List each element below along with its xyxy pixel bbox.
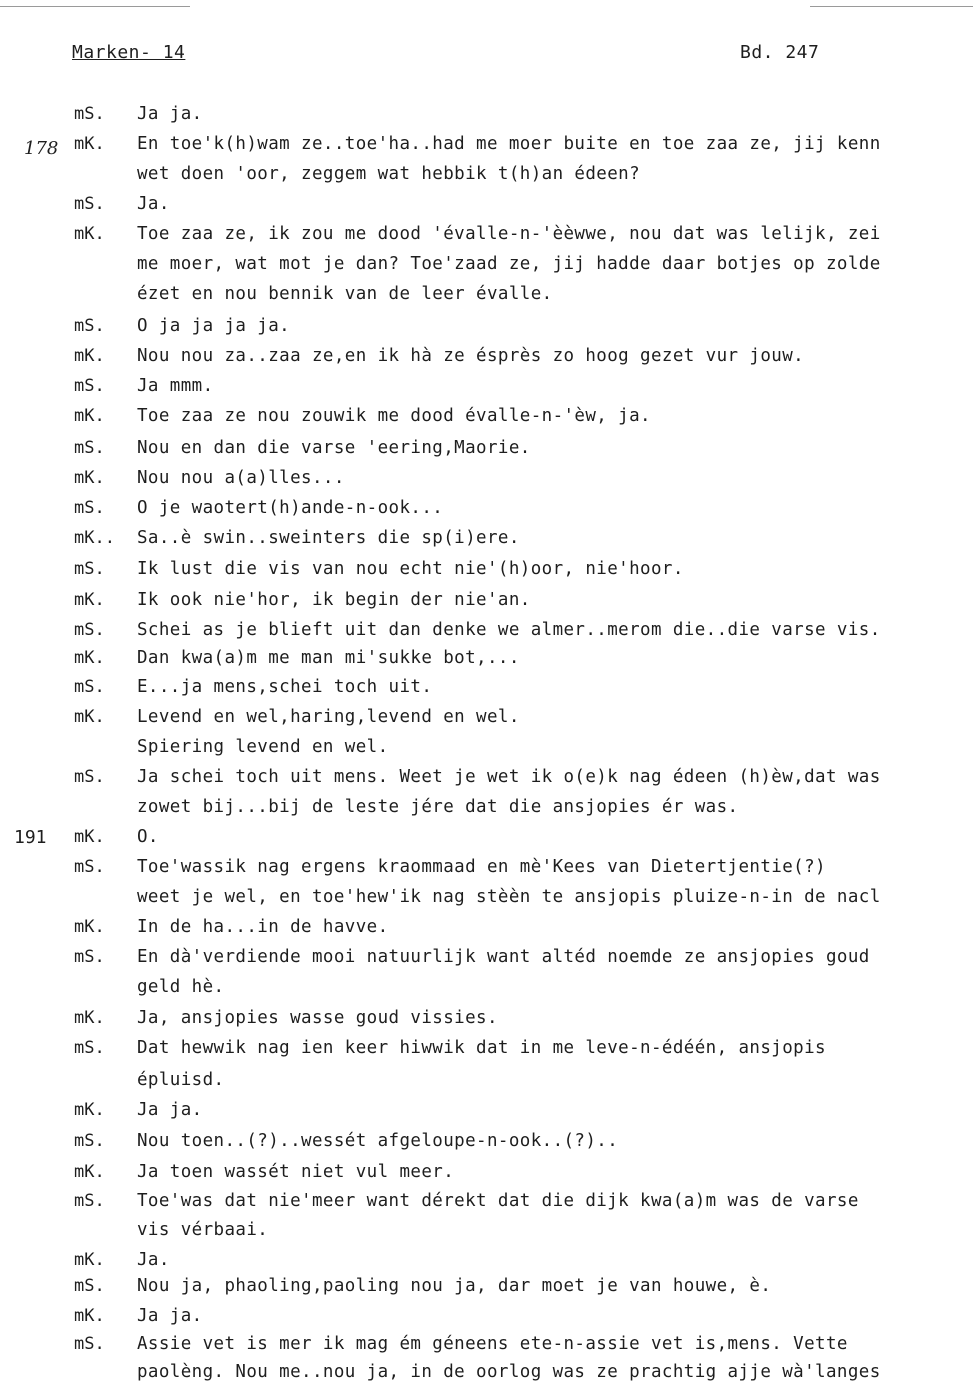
utterance-line: O je waotert(h)ande-n-ook...: [137, 498, 444, 518]
speaker-label: mK.: [74, 406, 105, 426]
utterance-line: Ik lust die vis van nou echt nie'(h)oor, nie'hoor.: [137, 559, 684, 579]
speaker-label: mS.: [74, 1276, 105, 1296]
utterance-line: Toe'wassik nag ergens kraommaad en mè'Kees van Dietertjentie(?): [137, 857, 826, 877]
utterance-line: Nou nou a(a)lles...: [137, 468, 345, 488]
speaker-label: mK.: [74, 648, 105, 668]
margin-line-number: 178: [24, 138, 59, 159]
speaker-label: mS.: [74, 947, 105, 967]
speaker-label: mS.: [74, 559, 105, 579]
utterance-line: Ja.: [137, 194, 170, 214]
top-rule-right: [810, 6, 973, 7]
speaker-label: mS.: [74, 1131, 105, 1151]
utterance-line: Ik ook nie'hor, ik begin der nie'an.: [137, 590, 531, 610]
speaker-label: mS.: [74, 1334, 105, 1354]
utterance-line: Dan kwa(a)m me man mi'sukke bot,...: [137, 648, 520, 668]
utterance-line: Levend en wel,haring,levend en wel.: [137, 707, 520, 727]
speaker-label: mS.: [74, 677, 105, 697]
page-header-title: Marken- 14: [72, 42, 186, 63]
speaker-label: mS.: [74, 857, 105, 877]
utterance-line: épluisd.: [137, 1070, 225, 1090]
utterance-line: Ja schei toch uit mens. Weet je wet ik o(e)k nag édeen (h)èw,dat was: [137, 767, 881, 787]
utterance-line: ézet en nou bennik van de leer évalle.: [137, 284, 553, 304]
utterance-line: En dà'verdiende mooi natuurlijk want altéd noemde ze ansjopies goud: [137, 947, 870, 967]
utterance-line: weet je wel, en toe'hew'ik nag stèèn te ansjopis pluize-n-in de nacl: [137, 887, 881, 907]
utterance-line: En toe'k(h)wam ze..toe'ha..had me moer buite en toe zaa ze, jij kenn: [137, 134, 881, 154]
utterance-line: Ja.: [137, 1250, 170, 1270]
utterance-line: Nou nou za..zaa ze,en ik hà ze ésprès zo hoog gezet vur jouw.: [137, 346, 805, 366]
speaker-label: mK.: [74, 1250, 105, 1270]
utterance-line: Toe zaa ze, ik zou me dood 'évalle-n-'èèwwe, nou dat was lelijk, zei: [137, 224, 881, 244]
speaker-label: mK.: [74, 917, 105, 937]
utterance-line: Assie vet is mer ik mag ém géneens ete-n-assie vet is,mens. Vette: [137, 1334, 848, 1354]
utterance-line: Schei as je blieft uit dan denke we almer..merom die..die varse vis.: [137, 620, 881, 640]
utterance-line: Nou en dan die varse 'eering,Maorie.: [137, 438, 531, 458]
utterance-line: wet doen 'oor, zeggem wat hebbik t(h)an édeen?: [137, 164, 641, 184]
utterance-line: O ja ja ja ja.: [137, 316, 291, 336]
utterance-line: zowet bij...bij de leste jére dat die ansjopies ér was.: [137, 797, 739, 817]
speaker-label: mK.: [74, 1306, 105, 1326]
speaker-label: mS.: [74, 316, 105, 336]
utterance-line: Toe zaa ze nou zouwik me dood évalle-n-'èw, ja.: [137, 406, 651, 426]
speaker-label: mK..: [74, 528, 115, 548]
utterance-line: Nou toen..(?)..wessét afgeloupe-n-ook..(?)..: [137, 1131, 619, 1151]
speaker-label: mK.: [74, 1162, 105, 1182]
utterance-line: paolèng. Nou me..nou ja, in de oorlog was ze prachtig ajje wà'langes: [137, 1362, 881, 1382]
speaker-label: mS.: [74, 1191, 105, 1211]
speaker-label: mK.: [74, 134, 105, 154]
speaker-label: mK.: [74, 224, 105, 244]
speaker-label: mS.: [74, 376, 105, 396]
utterance-line: Nou ja, phaoling,paoling nou ja, dar moet je van houwe, è.: [137, 1276, 772, 1296]
speaker-label: mK.: [74, 707, 105, 727]
speaker-label: mS.: [74, 194, 105, 214]
utterance-line: In de ha...in de havve.: [137, 917, 389, 937]
speaker-label: mS.: [74, 767, 105, 787]
utterance-line: O.: [137, 827, 159, 847]
speaker-label: mS.: [74, 104, 105, 124]
utterance-line: vis vérbaai.: [137, 1220, 269, 1240]
speaker-label: mS.: [74, 498, 105, 518]
utterance-line: Ja ja.: [137, 1100, 203, 1120]
speaker-label: mK.: [74, 590, 105, 610]
speaker-label: mK.: [74, 468, 105, 488]
utterance-line: Ja ja.: [137, 1306, 203, 1326]
speaker-label: mK.: [74, 1008, 105, 1028]
utterance-line: me moer, wat mot je dan? Toe'zaad ze, jij hadde daar botjes op zolde: [137, 254, 881, 274]
utterance-line: Toe'was dat nie'meer want dérekt dat die dijk kwa(a)m was de varse: [137, 1191, 859, 1211]
utterance-line: geld hè.: [137, 977, 225, 997]
utterance-line: Dat hewwik nag ien keer hiwwik dat in me leve-n-édéén, ansjopis: [137, 1038, 826, 1058]
speaker-label: mK.: [74, 827, 105, 847]
page-header-volume: Bd. 247: [740, 42, 820, 63]
speaker-label: mS.: [74, 620, 105, 640]
utterance-line: Ja toen wassét niet vul meer.: [137, 1162, 455, 1182]
utterance-line: Sa..è swin..sweinters die sp(i)ere.: [137, 528, 520, 548]
utterance-line: Ja ja.: [137, 104, 203, 124]
utterance-line: E...ja mens,schei toch uit.: [137, 677, 433, 697]
utterance-line: Ja, ansjopies wasse goud vissies.: [137, 1008, 498, 1028]
speaker-label: mK.: [74, 346, 105, 366]
top-rule-left: [0, 6, 190, 7]
utterance-line: Spiering levend en wel.: [137, 737, 389, 757]
utterance-line: Ja mmm.: [137, 376, 214, 396]
margin-line-number: 191: [14, 827, 47, 848]
speaker-label: mS.: [74, 438, 105, 458]
speaker-label: mS.: [74, 1038, 105, 1058]
speaker-label: mK.: [74, 1100, 105, 1120]
